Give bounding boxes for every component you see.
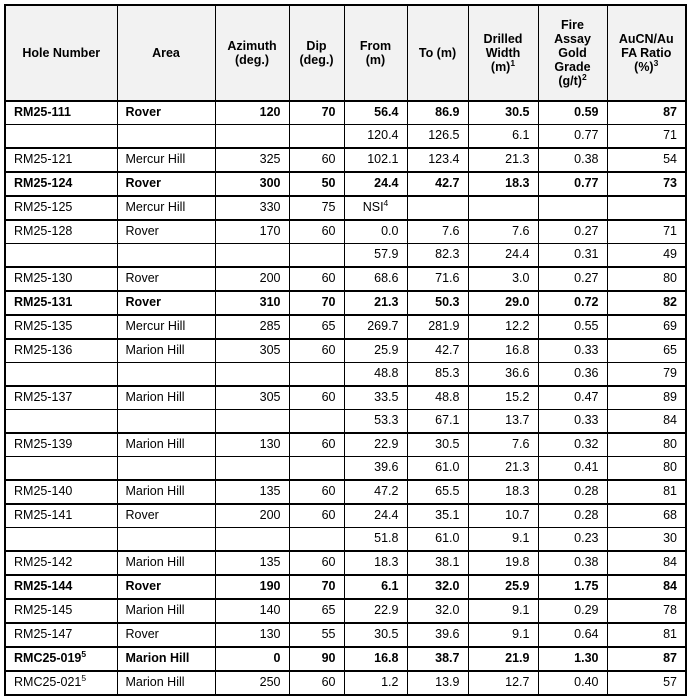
column-header-drilled-width [468, 5, 538, 101]
cell-aucn-ratio: 80 [607, 433, 686, 457]
cell-area: Rover [117, 623, 215, 647]
column-header-area [117, 5, 215, 101]
cell-dip: 90 [289, 647, 344, 671]
cell-to: 38.7 [407, 647, 468, 671]
cell-hole-number: RM25-128 [5, 220, 117, 244]
cell-area [117, 125, 215, 149]
column-header-from-line-2: (m) [365, 53, 386, 67]
cell-azimuth: 285 [215, 315, 289, 339]
cell-azimuth [215, 410, 289, 434]
cell-azimuth: 135 [215, 551, 289, 575]
cell-to: 71.6 [407, 267, 468, 291]
cell-drilled-width: 18.3 [468, 480, 538, 504]
cell-dip: 60 [289, 433, 344, 457]
cell-azimuth: 190 [215, 575, 289, 599]
cell-from: 33.5 [344, 386, 407, 410]
cell-azimuth: 130 [215, 623, 289, 647]
cell-drilled-width: 21.9 [468, 647, 538, 671]
cell-azimuth [215, 363, 289, 387]
cell-drilled-width: 29.0 [468, 291, 538, 315]
cell-aucn-ratio: 30 [607, 528, 686, 552]
column-header-ratio-line-3: (%) [634, 60, 654, 74]
cell-from: 53.3 [344, 410, 407, 434]
table-row [5, 575, 686, 599]
cell-aucn-ratio: 71 [607, 125, 686, 149]
cell-azimuth [215, 457, 289, 481]
cell-area [117, 363, 215, 387]
table-row [5, 101, 686, 125]
cell-from: 51.8 [344, 528, 407, 552]
column-header-hole-number-line-1: Hole Number [22, 46, 101, 60]
cell-aucn-ratio: 71 [607, 220, 686, 244]
cell-aucn-ratio: 81 [607, 623, 686, 647]
cell-gold-grade: 0.36 [538, 363, 607, 387]
cell-dip: 60 [289, 220, 344, 244]
cell-hole-number: RM25-144 [5, 575, 117, 599]
cell-to: 48.8 [407, 386, 468, 410]
cell-to: 123.4 [407, 148, 468, 172]
cell-dip: 60 [289, 480, 344, 504]
cell-from: 16.8 [344, 647, 407, 671]
cell-hole-number: RM25-141 [5, 504, 117, 528]
table-row [5, 339, 686, 363]
cell-drilled-width: 7.6 [468, 220, 538, 244]
table-row [5, 220, 686, 244]
cell-area: Rover [117, 504, 215, 528]
column-header-area-line-1: Area [152, 46, 180, 60]
cell-dip: 60 [289, 339, 344, 363]
cell-from: 48.8 [344, 363, 407, 387]
cell-drilled-width: 21.3 [468, 148, 538, 172]
cell-from: 1.2 [344, 671, 407, 695]
cell-area: Marion Hill [117, 480, 215, 504]
cell-azimuth: 250 [215, 671, 289, 695]
footnote-marker-5: 5 [81, 649, 87, 660]
cell-from: 56.4 [344, 101, 407, 125]
cell-aucn-ratio: 84 [607, 575, 686, 599]
cell-gold-grade: 0.27 [538, 220, 607, 244]
cell-hole-number [5, 528, 117, 552]
cell-azimuth: 140 [215, 599, 289, 623]
column-header-drilled-width-line-1: Drilled [483, 32, 523, 46]
cell-area [117, 457, 215, 481]
cell-azimuth: 120 [215, 101, 289, 125]
cell-to: 61.0 [407, 528, 468, 552]
cell-from: 0.0 [344, 220, 407, 244]
cell-gold-grade: 1.30 [538, 647, 607, 671]
cell-hole-number [5, 125, 117, 149]
cell-dip: 60 [289, 504, 344, 528]
column-header-grade-line-3: Gold [558, 46, 587, 60]
cell-drilled-width: 12.2 [468, 315, 538, 339]
cell-aucn-ratio: 54 [607, 148, 686, 172]
cell-to [407, 196, 468, 220]
cell-aucn-ratio: 80 [607, 267, 686, 291]
column-header-to [407, 5, 468, 101]
cell-azimuth: 0 [215, 647, 289, 671]
cell-dip: 60 [289, 148, 344, 172]
cell-drilled-width: 12.7 [468, 671, 538, 695]
cell-area: Marion Hill [117, 551, 215, 575]
cell-from: 39.6 [344, 457, 407, 481]
cell-from: 18.3 [344, 551, 407, 575]
cell-area: Rover [117, 220, 215, 244]
column-header-drilled-width-line-3: (m) [490, 60, 511, 74]
cell-hole-number: $RMC25-019^5$ [5, 647, 117, 671]
cell-azimuth: 170 [215, 220, 289, 244]
table-row [5, 528, 686, 552]
cell-gold-grade: 0.40 [538, 671, 607, 695]
cell-aucn-ratio: 84 [607, 551, 686, 575]
cell-to: 32.0 [407, 575, 468, 599]
cell-aucn-ratio: 89 [607, 386, 686, 410]
cell-gold-grade: 0.59 [538, 101, 607, 125]
cell-to: 61.0 [407, 457, 468, 481]
column-header-dip-line-2: (deg.) [299, 53, 334, 67]
table-row [5, 671, 686, 695]
cell-dip: 65 [289, 315, 344, 339]
cell-area: Rover [117, 101, 215, 125]
cell-aucn-ratio: 80 [607, 457, 686, 481]
cell-area [117, 410, 215, 434]
cell-hole-number: RM25-130 [5, 267, 117, 291]
cell-dip [289, 244, 344, 268]
table-row [5, 551, 686, 575]
cell-hole-number [5, 410, 117, 434]
cell-azimuth: 200 [215, 504, 289, 528]
cell-area: Marion Hill [117, 647, 215, 671]
cell-gold-grade: 0.23 [538, 528, 607, 552]
cell-dip [289, 125, 344, 149]
cell-azimuth: 325 [215, 148, 289, 172]
table-row [5, 315, 686, 339]
footnote-marker-5: 5 [81, 673, 87, 684]
cell-dip: 65 [289, 599, 344, 623]
cell-gold-grade: 0.28 [538, 504, 607, 528]
cell-gold-grade: 0.29 [538, 599, 607, 623]
column-header-from [344, 5, 407, 101]
cell-azimuth: 300 [215, 172, 289, 196]
cell-aucn-ratio: 78 [607, 599, 686, 623]
cell-from: 22.9 [344, 599, 407, 623]
cell-gold-grade: 0.77 [538, 172, 607, 196]
column-header-from-line-1: From [359, 39, 392, 53]
cell-from: NSI$^4$ [344, 196, 407, 220]
cell-from: 24.4 [344, 172, 407, 196]
cell-drilled-width: 21.3 [468, 457, 538, 481]
table-row [5, 410, 686, 434]
cell-area: Mercur Hill [117, 148, 215, 172]
cell-to: 86.9 [407, 101, 468, 125]
cell-aucn-ratio: 87 [607, 647, 686, 671]
cell-to: 42.7 [407, 172, 468, 196]
cell-from: 25.9 [344, 339, 407, 363]
column-header-azimuth-line-1: Azimuth [227, 39, 277, 53]
cell-dip: 70 [289, 575, 344, 599]
cell-to: 82.3 [407, 244, 468, 268]
cell-from: 21.3 [344, 291, 407, 315]
cell-gold-grade: 0.32 [538, 433, 607, 457]
column-header-fire-assay-gold-grade [538, 5, 607, 101]
cell-area: Marion Hill [117, 386, 215, 410]
cell-hole-number: RM25-131 [5, 291, 117, 315]
cell-hole-number: RM25-121 [5, 148, 117, 172]
cell-aucn-ratio: 82 [607, 291, 686, 315]
cell-area: Marion Hill [117, 339, 215, 363]
column-header-aucn-au-fa-ratio [607, 5, 686, 101]
cell-aucn-ratio: 68 [607, 504, 686, 528]
column-header-ratio-line-1: AuCN/Au [618, 32, 674, 46]
table-row [5, 148, 686, 172]
cell-hole-number: RM25-135 [5, 315, 117, 339]
cell-from: 269.7 [344, 315, 407, 339]
cell-area: Marion Hill [117, 671, 215, 695]
table-row [5, 172, 686, 196]
cell-dip: 75 [289, 196, 344, 220]
cell-azimuth: 135 [215, 480, 289, 504]
cell-to: 32.0 [407, 599, 468, 623]
cell-hole-number: RM25-140 [5, 480, 117, 504]
cell-azimuth [215, 125, 289, 149]
cell-area: Marion Hill [117, 433, 215, 457]
cell-to: 65.5 [407, 480, 468, 504]
cell-gold-grade: 1.75 [538, 575, 607, 599]
table-row [5, 363, 686, 387]
cell-dip: 60 [289, 671, 344, 695]
table-row [5, 647, 686, 671]
cell-aucn-ratio: 69 [607, 315, 686, 339]
cell-area: Marion Hill [117, 599, 215, 623]
column-header-dip-line-1: Dip [306, 39, 327, 53]
cell-drilled-width: 6.1 [468, 125, 538, 149]
cell-azimuth: 200 [215, 267, 289, 291]
cell-aucn-ratio: 87 [607, 101, 686, 125]
table-header-row [5, 5, 686, 101]
cell-dip: 60 [289, 551, 344, 575]
cell-hole-number: RM25-124 [5, 172, 117, 196]
column-header-azimuth [215, 5, 289, 101]
cell-area: Rover [117, 267, 215, 291]
cell-gold-grade: 0.38 [538, 551, 607, 575]
cell-gold-grade: 0.33 [538, 339, 607, 363]
cell-drilled-width: 9.1 [468, 528, 538, 552]
cell-dip [289, 528, 344, 552]
table-row [5, 457, 686, 481]
column-header-grade-line-5: (g/t) [558, 74, 582, 88]
table-row [5, 623, 686, 647]
column-header-grade-line-2: Assay [554, 32, 591, 46]
footnote-marker-1: 1 [510, 57, 516, 68]
cell-area [117, 244, 215, 268]
cell-drilled-width: 10.7 [468, 504, 538, 528]
table-row [5, 386, 686, 410]
cell-dip: 55 [289, 623, 344, 647]
cell-drilled-width: 9.1 [468, 599, 538, 623]
cell-gold-grade: 0.41 [538, 457, 607, 481]
cell-gold-grade: 0.27 [538, 267, 607, 291]
cell-gold-grade: 0.55 [538, 315, 607, 339]
cell-aucn-ratio: 57 [607, 671, 686, 695]
column-header-drilled-width-line-2: Width [485, 46, 521, 60]
table-header [5, 5, 686, 101]
table-row [5, 599, 686, 623]
column-header-to-line-1: To (m) [418, 46, 457, 60]
cell-gold-grade: 0.77 [538, 125, 607, 149]
cell-azimuth: 305 [215, 386, 289, 410]
cell-drilled-width: 19.8 [468, 551, 538, 575]
cell-from: 57.9 [344, 244, 407, 268]
cell-to: 30.5 [407, 433, 468, 457]
cell-drilled-width: 18.3 [468, 172, 538, 196]
cell-to: 39.6 [407, 623, 468, 647]
cell-dip: 60 [289, 386, 344, 410]
cell-drilled-width: 3.0 [468, 267, 538, 291]
cell-drilled-width: 7.6 [468, 433, 538, 457]
cell-to: 126.5 [407, 125, 468, 149]
cell-area: Rover [117, 291, 215, 315]
table-row [5, 125, 686, 149]
cell-area [117, 528, 215, 552]
cell-to: 38.1 [407, 551, 468, 575]
cell-from: 30.5 [344, 623, 407, 647]
cell-to: 281.9 [407, 315, 468, 339]
cell-gold-grade [538, 196, 607, 220]
cell-azimuth [215, 244, 289, 268]
cell-dip: 70 [289, 291, 344, 315]
table-row [5, 504, 686, 528]
column-header-grade-line-4: Grade [554, 60, 591, 74]
column-header-dip [289, 5, 344, 101]
table-row [5, 196, 686, 220]
table-row [5, 433, 686, 457]
cell-azimuth: 330 [215, 196, 289, 220]
cell-to: 85.3 [407, 363, 468, 387]
cell-drilled-width: 25.9 [468, 575, 538, 599]
table-row [5, 267, 686, 291]
cell-drilled-width: 13.7 [468, 410, 538, 434]
cell-dip [289, 410, 344, 434]
footnote-marker-4: 4 [383, 198, 389, 209]
cell-hole-number: RM25-142 [5, 551, 117, 575]
cell-hole-number: RM25-145 [5, 599, 117, 623]
cell-drilled-width: 16.8 [468, 339, 538, 363]
cell-to: 42.7 [407, 339, 468, 363]
cell-aucn-ratio: 49 [607, 244, 686, 268]
cell-dip: 70 [289, 101, 344, 125]
cell-from: 68.6 [344, 267, 407, 291]
cell-hole-number: RM25-147 [5, 623, 117, 647]
cell-hole-number [5, 457, 117, 481]
cell-from: 22.9 [344, 433, 407, 457]
footnote-marker-3: 3 [653, 57, 659, 68]
table-row [5, 291, 686, 315]
cell-from: 102.1 [344, 148, 407, 172]
table-body [5, 101, 686, 695]
cell-to: 67.1 [407, 410, 468, 434]
cell-gold-grade: 0.33 [538, 410, 607, 434]
cell-hole-number: RM25-111 [5, 101, 117, 125]
cell-hole-number: RM25-137 [5, 386, 117, 410]
cell-dip [289, 363, 344, 387]
cell-aucn-ratio: 84 [607, 410, 686, 434]
cell-hole-number: RM25-139 [5, 433, 117, 457]
cell-azimuth [215, 528, 289, 552]
cell-to: 7.6 [407, 220, 468, 244]
column-header-azimuth-line-2: (deg.) [234, 53, 270, 67]
cell-dip: 50 [289, 172, 344, 196]
cell-drilled-width: 24.4 [468, 244, 538, 268]
table-row [5, 244, 686, 268]
drill-results-table [4, 4, 687, 696]
cell-hole-number [5, 363, 117, 387]
column-header-grade-line-1: Fire [561, 18, 584, 32]
cell-area: Rover [117, 575, 215, 599]
footnote-marker-2: 2 [581, 71, 587, 82]
cell-from: 6.1 [344, 575, 407, 599]
cell-gold-grade: 0.47 [538, 386, 607, 410]
cell-hole-number [5, 244, 117, 268]
cell-drilled-width [468, 196, 538, 220]
cell-aucn-ratio: 79 [607, 363, 686, 387]
cell-aucn-ratio [607, 196, 686, 220]
cell-aucn-ratio: 65 [607, 339, 686, 363]
cell-azimuth: 130 [215, 433, 289, 457]
cell-area: Rover [117, 172, 215, 196]
cell-gold-grade: 0.64 [538, 623, 607, 647]
cell-to: 50.3 [407, 291, 468, 315]
cell-to: 35.1 [407, 504, 468, 528]
cell-area: Mercur Hill [117, 315, 215, 339]
cell-from: 24.4 [344, 504, 407, 528]
cell-gold-grade: 0.38 [538, 148, 607, 172]
cell-hole-number: RM25-125 [5, 196, 117, 220]
cell-gold-grade: 0.31 [538, 244, 607, 268]
column-header-ratio-line-2: FA Ratio [621, 46, 672, 60]
cell-azimuth: 310 [215, 291, 289, 315]
cell-to: 13.9 [407, 671, 468, 695]
column-header-hole-number [5, 5, 117, 101]
cell-hole-number: $RMC25-021^5$ [5, 671, 117, 695]
cell-drilled-width: 30.5 [468, 101, 538, 125]
cell-gold-grade: 0.72 [538, 291, 607, 315]
cell-drilled-width: 36.6 [468, 363, 538, 387]
cell-azimuth: 305 [215, 339, 289, 363]
cell-drilled-width: 15.2 [468, 386, 538, 410]
cell-dip: 60 [289, 267, 344, 291]
cell-hole-number: RM25-136 [5, 339, 117, 363]
cell-aucn-ratio: 81 [607, 480, 686, 504]
cell-from: 120.4 [344, 125, 407, 149]
cell-area: Mercur Hill [117, 196, 215, 220]
cell-aucn-ratio: 73 [607, 172, 686, 196]
cell-from: 47.2 [344, 480, 407, 504]
table-row [5, 480, 686, 504]
cell-gold-grade: 0.28 [538, 480, 607, 504]
cell-drilled-width: 9.1 [468, 623, 538, 647]
cell-dip [289, 457, 344, 481]
